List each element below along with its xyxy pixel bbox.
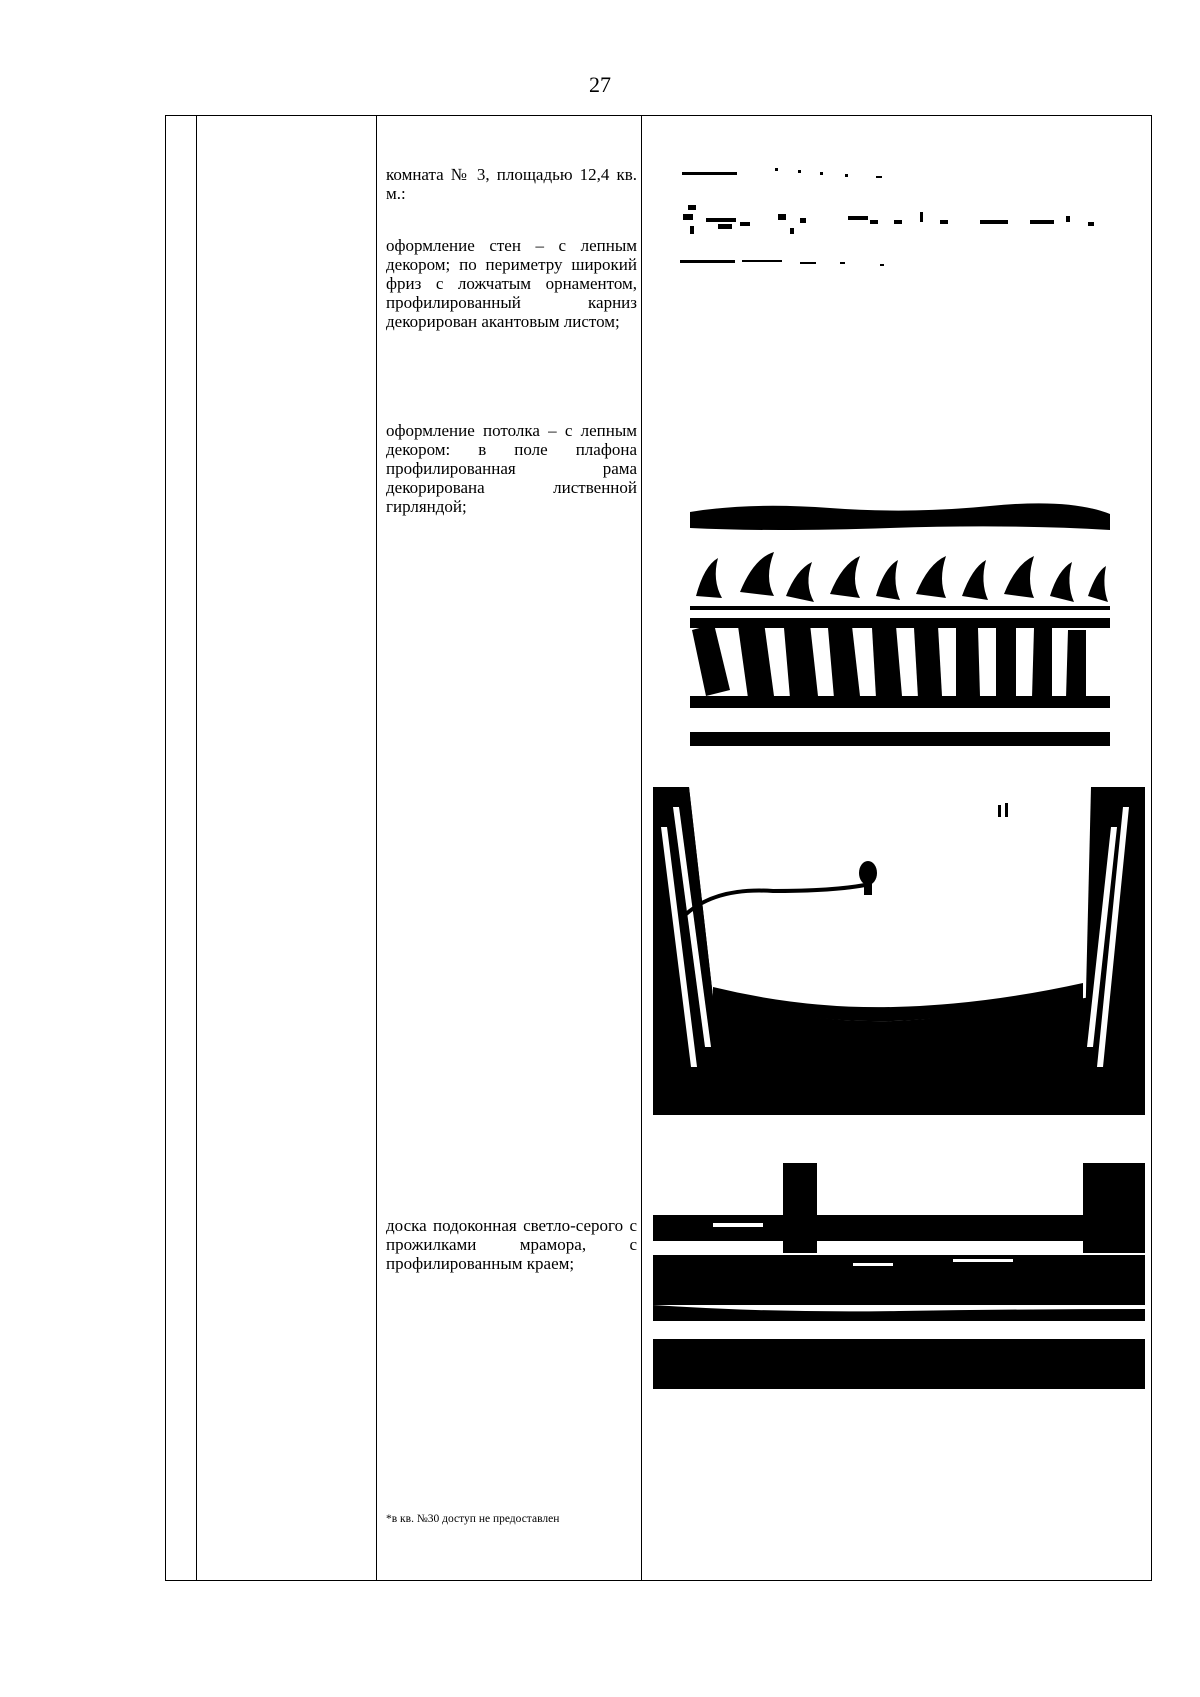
ceiling-text: оформление потолка – с лепным декором: в поле плафона профилированная рама декорирована лиственной гирляндой; — [386, 421, 637, 516]
column-divider-3 — [641, 116, 642, 1580]
photo-windowsill — [653, 1163, 1145, 1389]
photo-ceiling — [653, 787, 1145, 1115]
page-number: 27 — [589, 72, 611, 97]
description-windowsill — [386, 1216, 637, 1273]
description-walls — [386, 236, 637, 331]
photo-cornice-frieze — [690, 500, 1110, 760]
description-room — [386, 165, 637, 203]
footnote: *в кв. №30 доступ не предоставлен — [386, 1513, 560, 1525]
description-ceiling — [386, 421, 637, 516]
column-divider-1 — [196, 116, 197, 1580]
windowsill-text: доска подоконная светло-серого с прожилками мрамора, с профилированным краем; — [386, 1216, 637, 1273]
column-divider-2 — [376, 116, 377, 1580]
room-text: комната № 3, площадью 12,4 кв. м.: — [386, 165, 637, 203]
walls-text: оформление стен – с лепным декором; по периметру широкий фриз с ложчатым орнаментом, профилированный карниз декорирован акантовым листом; — [386, 236, 637, 331]
photo-frieze-faded — [680, 150, 1110, 310]
